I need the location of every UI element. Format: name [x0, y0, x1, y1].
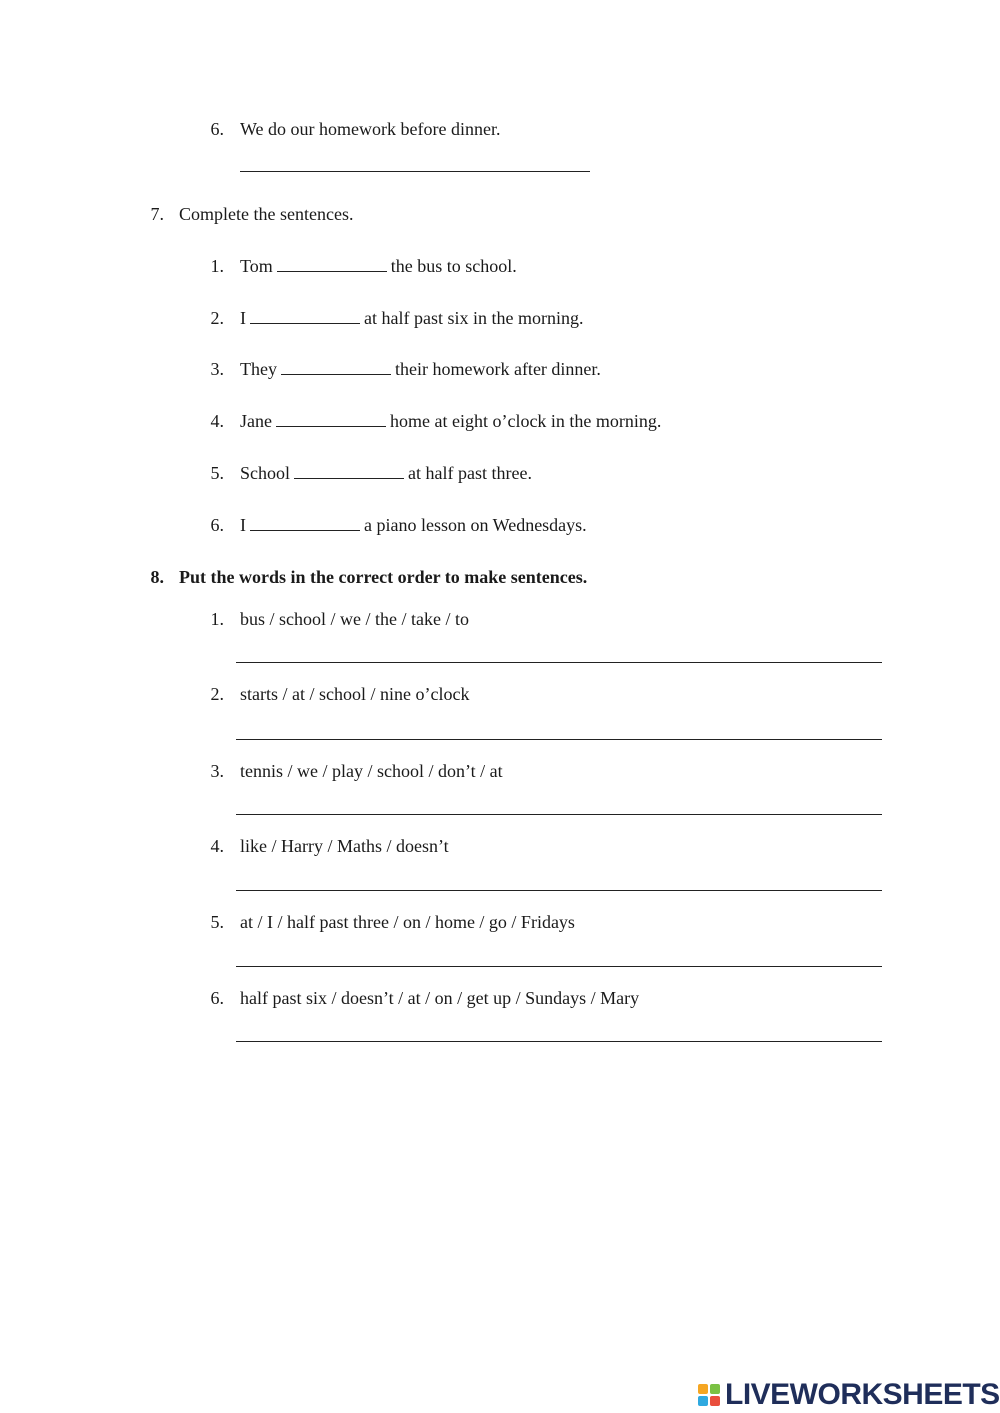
sentence-end: home at eight o’clock in the morning.	[389, 411, 662, 431]
logo-square	[710, 1384, 720, 1394]
sentence-end: at half past three.	[408, 463, 532, 483]
item-number: 3.	[210, 359, 224, 379]
answer-line[interactable]	[236, 814, 882, 815]
sentence-end: the bus to school.	[390, 256, 517, 276]
prev-item-number: 6.	[210, 119, 224, 139]
list-item	[240, 257, 517, 275]
liveworksheets-logo	[698, 1378, 1000, 1412]
sentence-start: School	[240, 463, 291, 483]
sentence-start: They	[240, 359, 277, 379]
answer-line[interactable]	[236, 662, 882, 663]
item-number: 2.	[210, 308, 224, 328]
logo-square	[698, 1396, 708, 1406]
logo-square	[710, 1396, 720, 1406]
sentence-start: I	[240, 515, 246, 535]
list-item	[240, 360, 601, 378]
word-prompt: tennis / we / play / school / don’t / at	[240, 761, 503, 781]
prev-item-text: We do our homework before dinner.	[240, 119, 501, 139]
blank-input[interactable]	[277, 257, 387, 272]
sentence-end: a piano lesson on Wednesdays.	[364, 515, 587, 535]
logo-mark-icon	[698, 1384, 720, 1406]
blank-input[interactable]	[294, 464, 404, 479]
sentence-start: I	[240, 308, 246, 328]
section8-title: Put the words in the correct order to make sentences.	[179, 567, 588, 587]
item-number: 6.	[210, 515, 224, 535]
item-number: 3.	[210, 761, 224, 781]
answer-line[interactable]	[236, 890, 882, 891]
answer-line[interactable]	[236, 739, 882, 740]
sentence-end: their homework after dinner.	[394, 359, 601, 379]
list-item	[240, 516, 587, 534]
blank-input[interactable]	[250, 309, 360, 324]
answer-line[interactable]	[240, 171, 590, 172]
item-number: 4.	[210, 411, 224, 431]
answer-line[interactable]	[236, 966, 882, 967]
logo-square	[698, 1384, 708, 1394]
section8-number: 8.	[150, 567, 164, 587]
word-prompt: like / Harry / Maths / doesn’t	[240, 836, 449, 856]
item-number: 2.	[210, 684, 224, 704]
answer-line[interactable]	[236, 1041, 882, 1042]
section7-title: Complete the sentences.	[179, 204, 354, 224]
blank-input[interactable]	[250, 516, 360, 531]
blank-input[interactable]	[276, 412, 386, 427]
logo-wordmark: LIVEWORKSHEETS	[725, 1378, 1000, 1411]
item-number: 1.	[210, 256, 224, 276]
word-prompt: half past six / doesn’t / at / on / get up / Sundays / Mary	[240, 988, 640, 1008]
blank-input[interactable]	[281, 360, 391, 375]
list-item	[240, 412, 661, 430]
item-number: 6.	[210, 988, 224, 1008]
list-item	[240, 309, 583, 327]
word-prompt: starts / at / school / nine o’clock	[240, 684, 470, 704]
sentence-end: at half past six in the morning.	[364, 308, 584, 328]
word-prompt: bus / school / we / the / take / to	[240, 609, 469, 629]
item-number: 1.	[210, 609, 224, 629]
section7-number: 7.	[150, 204, 164, 224]
sentence-start: Tom	[240, 256, 273, 276]
item-number: 5.	[210, 912, 224, 932]
item-number: 4.	[210, 836, 224, 856]
item-number: 5.	[210, 463, 224, 483]
word-prompt: at / I / half past three / on / home / go / Fridays	[240, 912, 575, 932]
list-item	[240, 464, 532, 482]
sentence-start: Jane	[240, 411, 272, 431]
